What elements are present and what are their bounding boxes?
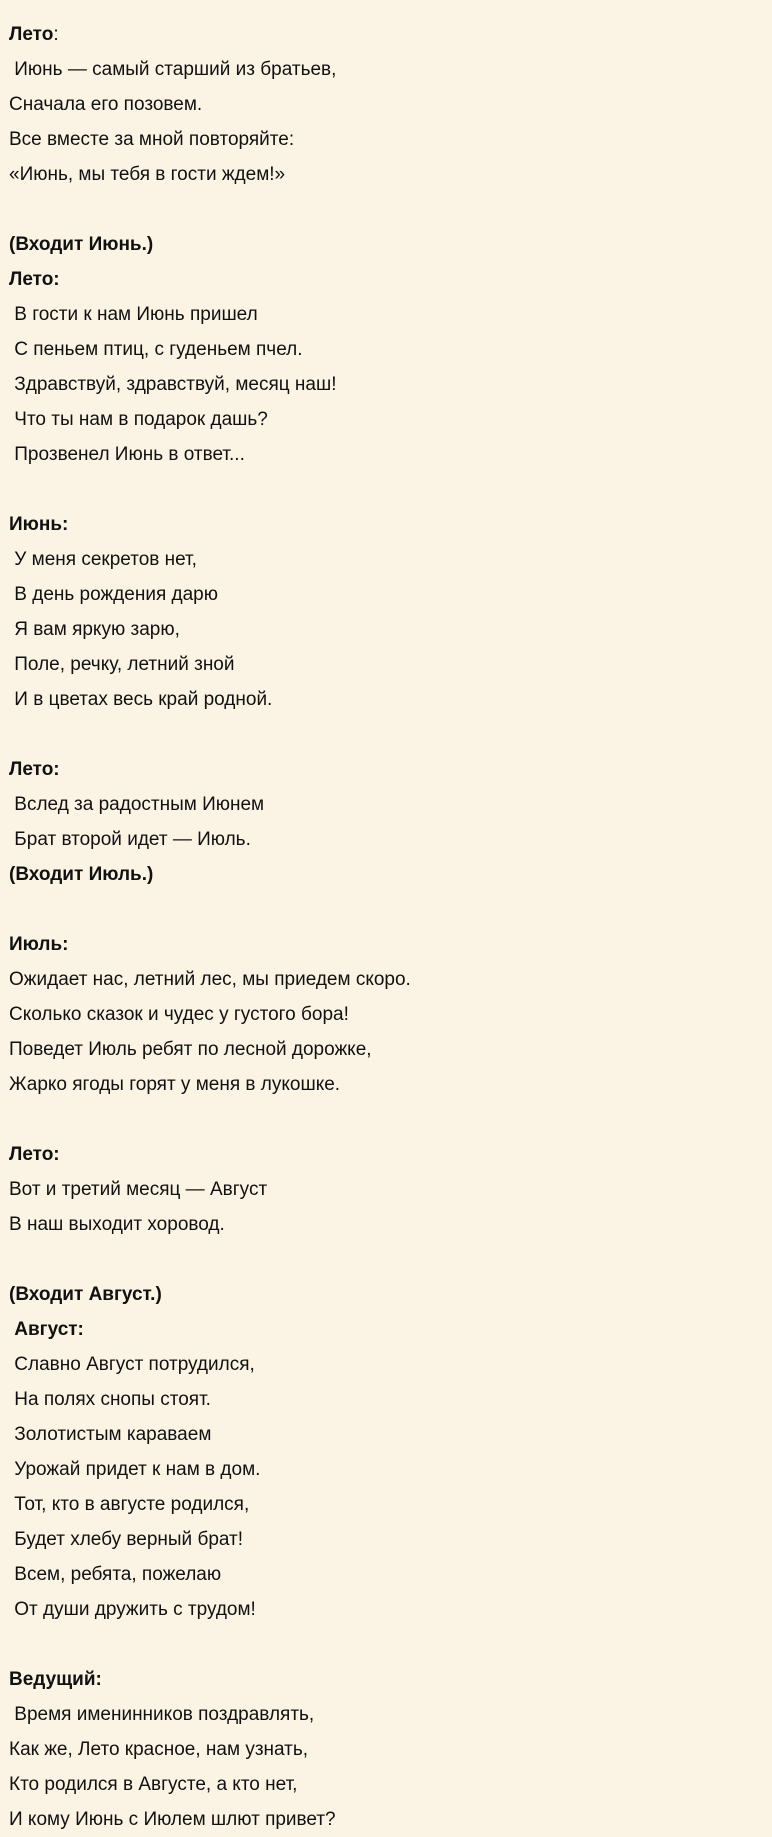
speaker-label: Ведущий: <box>9 1669 102 1690</box>
text-line: Брат второй идет — Июль. <box>9 829 251 850</box>
text-line: Июнь — самый старший из братьев, <box>9 59 337 80</box>
text-line: Вот и третий месяц — Август <box>9 1179 268 1200</box>
speaker-label: (Входит Июль.) <box>9 864 154 885</box>
text-line: «Июнь, мы тебя в гости ждем!» <box>9 164 286 185</box>
text-line: Ожидает нас, летний лес, мы приедем скоро. <box>9 969 411 990</box>
text-line: Сначала его позовем. <box>9 94 203 115</box>
text-line: Прозвенел Июнь в ответ... <box>9 444 245 465</box>
speaker-label: Июль: <box>9 934 69 955</box>
speaker-label: Июнь: <box>9 514 69 535</box>
text-line: Как же, Лето красное, нам узнать, <box>9 1739 309 1760</box>
text-line: На полях снопы стоят. <box>9 1389 211 1410</box>
colon: : <box>53 24 59 45</box>
text-line: Что ты нам в подарок дашь? <box>9 409 268 430</box>
speaker-label: Август: <box>9 1319 84 1340</box>
text-line: И кому Июнь с Июлем шлют привет? <box>9 1809 336 1830</box>
speaker-label: Лето: <box>9 269 60 290</box>
text-line: Жарко ягоды горят у меня в лукошке. <box>9 1074 341 1095</box>
text-line: У меня секретов нет, <box>9 549 197 570</box>
text-line: С пеньем птиц, с гуденьем пчел. <box>9 339 303 360</box>
text-line: Все вместе за мной повторяйте: <box>9 129 295 150</box>
text-line: В день рождения дарю <box>9 584 218 605</box>
speaker-label: Лето: <box>9 1144 60 1165</box>
text-line: Тот, кто в августе родился, <box>9 1494 250 1515</box>
text-line: Сколько сказок и чудес у густого бора! <box>9 1004 349 1025</box>
text-line: Всем, ребята, пожелаю <box>9 1564 222 1585</box>
speaker-label <box>9 17 59 52</box>
text-line: От души дружить с трудом! <box>9 1599 256 1620</box>
text-line: Славно Август потрудился, <box>9 1354 255 1375</box>
text-line: Поведет Июль ребят по лесной дорожке, <box>9 1039 372 1060</box>
text-line: Время именинников поздравлять, <box>9 1704 315 1725</box>
text-line: И в цветах весь край родной. <box>9 689 273 710</box>
text-line: Будет хлебу верный брат! <box>9 1529 244 1550</box>
text-line: В гости к нам Июнь пришел <box>9 304 258 325</box>
text-line: Вслед за радостным Июнем <box>9 794 265 815</box>
text-line: В наш выходит хоровод. <box>9 1214 225 1235</box>
speaker-label: Лето: <box>9 759 60 780</box>
speaker-label: (Входит Август.) <box>9 1284 162 1305</box>
text-line: Урожай придет к нам в дом. <box>9 1459 261 1480</box>
speaker-name: Лето <box>9 24 54 45</box>
text-line: Поле, речку, летний зной <box>9 654 235 675</box>
text-line: Здравствуй, здравствуй, месяц наш! <box>9 374 337 395</box>
text-line: Я вам яркую зарю, <box>9 619 180 640</box>
speaker-label: (Входит Июнь.) <box>9 234 154 255</box>
text-line: Кто родился в Августе, а кто нет, <box>9 1774 298 1795</box>
text-line: Золотистым караваем <box>9 1424 212 1445</box>
